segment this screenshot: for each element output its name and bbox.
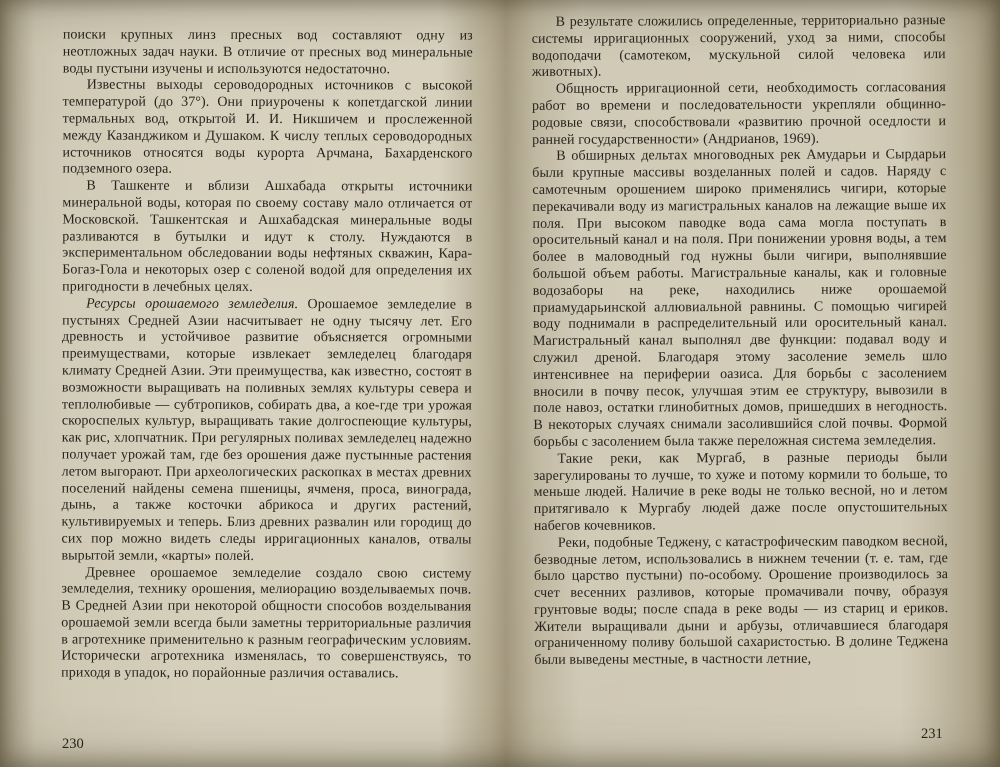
- page-number-right: 231: [921, 726, 943, 742]
- paragraph: Общность ирригационной сети, необходимость согласования работ во времени и последовательности укрепляли общинно-родовые связи, способствовали «развитию прочной оседлости и ранней государственности» (Андрианов, 1969).: [531, 80, 947, 148]
- paragraph: В Ташкенте и вблизи Ашхабада открыты источники минеральной воды, которая по своему составу мало отличается от Московской. Ташкентская и Ашхабадская минеральные воды разливаются в бутылки и идут к столу. Нуждаются в экспериментальном обследовании воды нефтяных скважин, Кара-Богаз-Гола и некоторых озер с соленой водой для определения их пригодности в лечебных целях.: [62, 178, 473, 295]
- paragraph-text: Орошаемое земледелие в пустынях Средней Азии насчитывает не одну тысячу лет. Его древность и устойчивое развитие объясняется огромными преимуществами, которые извлекает земледелец благодаря климату Средней Азии. Эти преимущества, как известно, состоят в возможности выращивать на поливных землях культуры севера и теплолюбивые — субтропиков, собирать два, а кое-где три урожая скороспелых культур, выращивать такие долгоспеющие культуры, как рис, хлопчатник. При регулярных поливах земледелец надежно получает урожай там, где без орошения даже пустынные растения летом выгорают. При археологических раскопках в местах древних поселений найдены семена пшеницы, ячменя, проса, винограда, дынь, а также косточки абрикоса и других растений, культивируемых и теперь. Близ древних развалин или городищ до сих пор можно видеть следы ирригационных каналов, отвалы вырытой земли, «карты» полей.: [61, 296, 473, 564]
- left-page-text-column: [61, 27, 473, 683]
- paragraph: В результате сложились определенные, территориально разные системы ирригационных сооружений, уход за ними, способы водоподачи (самотеком, мускульной силой человека или животных).: [531, 13, 946, 81]
- right-page-text-column: [532, 13, 949, 670]
- paragraph: Древнее орошаемое земледелие создало свою систему земледелия, технику орошения, мелиорацию возделываемых почв. В Средней Азии при некоторой общности способов возделывания орошаемой земли всегда были заметны территориальные различия в агротехнике применительно к разным географическим условиям. Исторически агротехника изменялась, то совершенствуясь, то приходя в упадок, но порайонные различия оставались.: [61, 565, 472, 682]
- paragraph: Реки, подобные Теджену, с катастрофическим паводком весной, безводные летом, использовались в нижнем течении (т. е. там, где было царство пустыни) по-особому. Орошение производилось за счет весенних разливов, которые промачивали почву, образуя грунтовые воды; после спада в реке воды — из стариц и ериков. Жители выращивали дыни и арбузы, отличавшиеся благодаря ограниченному поливу большой сахаристостью. В долине Теджена были выведены местные, в частности летние,: [533, 533, 949, 669]
- page-number-left: 230: [62, 736, 84, 752]
- paragraph-lead-italic: Ресурсы орошаемого земледелия.: [86, 296, 299, 312]
- paragraph: В обширных дельтах многоводных рек Амударьи и Сырдарьи были крупные массивы возделанных полей и садов. Наряду с самотечным орошением широко применялись чигири, которые перекачивали воду из магистральных каналов на лежащие выше их поля. При высоком паводке вода сама могла поступать в оросительный канал и на поля. При понижении уровня воды, а тем более в маловодный год нужны были чигири, выполнявшие большой объем работы. Магистральные каналы, как и головные водозаборы на реке, находились ниже орошаемой приамударьинской аллювиальной равнины. С помощью чигирей воду поднимали в распределительный или оросительный канал. Магистральный канал выполнял две функции: подавал воду и служил дреной. Благодаря этому засоление земель шло интенсивнее на периферии оазиса. Для борьбы с засолением вносили в почву песок, улучшая этим ее структуру, вывозили в поле навоз, остатки глинобитных домов, пришедших в негодность. В некоторых случаях снимали засолившийся слой почвы. Формой борьбы с засолением была также переложная система земледелия.: [532, 147, 948, 450]
- paragraph: [61, 296, 472, 566]
- paragraph: поиски крупных линз пресных вод составляют одну из неотложных задач науки. В отличие от пресных вод минеральные воды пустыни изучены и используются недостаточно.: [62, 27, 473, 77]
- paragraph: Такие реки, как Мургаб, в разные периоды были зарегулированы то лучше, то хуже и потому кормили то больше, то меньше людей. Наличие в реке воды не только весной, но и летом притягивало к Мургабу людей даже после опустошительных набегов кочевников.: [533, 449, 948, 534]
- paragraph: Известны выходы сероводородных источников с высокой температурой (до 37°). Они приурочены к копетдагской линии термальных вод, открытой И. И. Никшичем и прослеженной между Казанджиком и Душаком. К числу теплых сероводородных источников относятся воды курорта Арчмана, Бахарденского подземного озера.: [62, 77, 473, 178]
